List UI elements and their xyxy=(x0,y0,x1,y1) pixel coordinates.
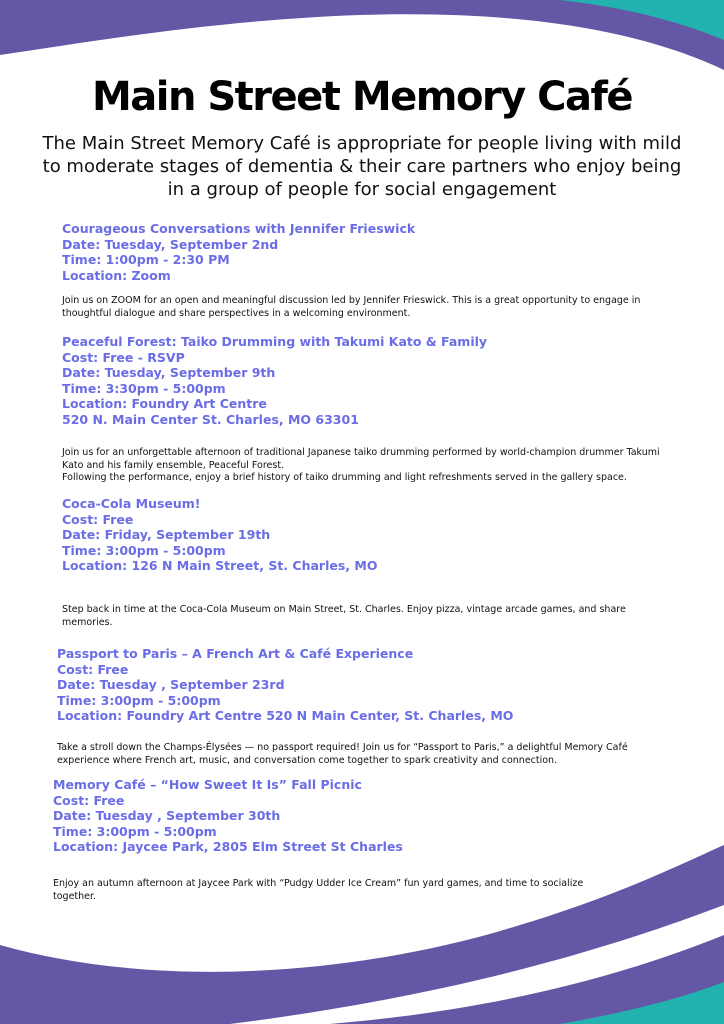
page-subtitle: The Main Street Memory Café is appropriate for people living with mild to moderate stages of dementia & their care partners who enjoy being in a group of people for social engagement xyxy=(42,133,682,200)
event-description xyxy=(62,295,662,320)
event-date: Date: Friday, September 19th xyxy=(62,527,271,542)
description-text: Join us on ZOOM for an open and meaningful discussion led by Jennifer Frieswick. This is a great opportunity to engage in thoughtful dialogue and share perspectives in a welcoming environment. xyxy=(62,295,641,319)
event-cost: Cost: Free xyxy=(53,792,125,808)
event-description xyxy=(57,742,647,767)
event-date: Date: Tuesday, September 2nd xyxy=(62,236,279,252)
event-courageous-conversations xyxy=(62,221,415,283)
description-text: Join us for an unforgettable afternoon of traditional Japanese taiko drumming performed by world-champion drummer Takumi Kato and his family ensemble, Peaceful Forest. xyxy=(62,447,660,471)
event-coca-cola-museum xyxy=(62,496,377,574)
event-location: Location: Foundry Art Centre xyxy=(62,396,267,411)
description-text: Following the performance, enjoy a brief history of taiko drumming and light refreshments served in the gallery space. xyxy=(62,472,627,483)
event-description xyxy=(62,604,652,629)
event-title: Passport to Paris – A French Art & Café Experience xyxy=(57,646,414,661)
event-location: Location: Jaycee Park, 2805 Elm Street St Charles xyxy=(53,839,403,854)
description-text: Step back in time at the Coca-Cola Museum on Main Street, St. Charles. Enjoy pizza, vintage arcade games, and share memories. xyxy=(62,604,626,628)
event-time: Time: 3:30pm - 5:00pm xyxy=(62,380,226,396)
event-description xyxy=(62,447,662,485)
event-title: Peaceful Forest: Taiko Drumming with Takumi Kato & Family xyxy=(62,334,488,349)
event-date: Date: Tuesday , September 30th xyxy=(53,808,281,823)
event-passport-to-paris xyxy=(57,646,513,724)
event-date: Date: Tuesday, September 9th xyxy=(62,365,276,380)
event-description xyxy=(53,878,623,903)
page-title: Main Street Memory Café xyxy=(91,74,633,120)
event-address: 520 N. Main Center St. Charles, MO 63301 xyxy=(62,411,359,427)
event-time: Time: 1:00pm - 2:30 PM xyxy=(62,252,230,267)
event-title: Coca-Cola Museum! xyxy=(62,496,201,511)
event-location: Location: 126 N Main Street, St. Charles, MO xyxy=(62,558,378,573)
description-text: Enjoy an autumn afternoon at Jaycee Park with “Pudgy Udder Ice Cream” fun yard games, and time to socialize together. xyxy=(53,878,584,902)
event-cost: Cost: Free xyxy=(62,511,134,527)
event-time: Time: 3:00pm - 5:00pm xyxy=(62,542,226,558)
event-time: Time: 3:00pm - 5:00pm xyxy=(57,692,221,708)
event-time: Time: 3:00pm - 5:00pm xyxy=(53,823,217,839)
event-location: Location: Foundry Art Centre 520 N Main Center, St. Charles, MO xyxy=(57,708,514,723)
event-fall-picnic xyxy=(53,777,403,855)
event-date: Date: Tuesday , September 23rd xyxy=(57,677,285,692)
event-title: Courageous Conversations with Jennifer Frieswick xyxy=(62,221,416,236)
description-text: Take a stroll down the Champs-Élysées — no passport required! Join us for “Passport to Paris,” a delightful Memory Café experience where French art, music, and conversation come together to spark creativity and connection. xyxy=(57,742,628,766)
event-location: Location: Zoom xyxy=(62,267,171,283)
event-cost: Cost: Free - RSVP xyxy=(62,349,185,365)
event-title: Memory Café – “How Sweet It Is” Fall Picnic xyxy=(53,777,362,792)
event-taiko-drumming xyxy=(62,334,487,427)
event-cost: Cost: Free xyxy=(57,661,129,677)
